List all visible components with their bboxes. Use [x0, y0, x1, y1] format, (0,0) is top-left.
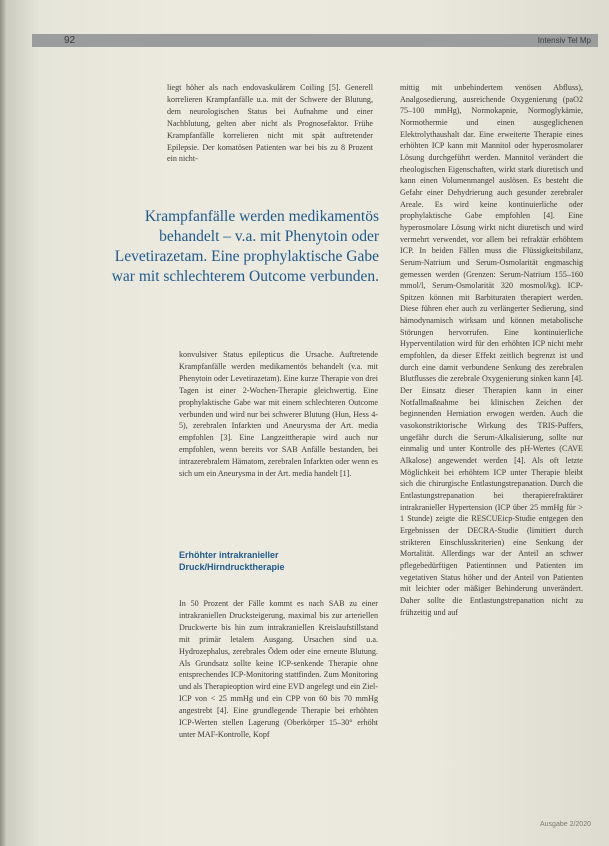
left-column-bottom-text — [179, 598, 378, 741]
page-footer: Ausgabe 2/2020 — [540, 821, 591, 828]
page-number: 92 — [64, 35, 76, 46]
left-column-top-text — [167, 82, 373, 165]
pull-quote: Krampfanfälle werden medikamentös behandelt – v.a. mit Phenytoin oder Levetirazetam. Eine prophylaktische Gabe war mit schlechterem Outcome verbunden. — [111, 208, 379, 285]
header-bar — [32, 34, 598, 47]
paragraph: In 50 Prozent der Fälle kommt es nach SAB zu einer intrakraniellen Drucksteigerung, maximal bis zur arteriellen Druckwerte bis hin zum intrakraniellen Kreislaufstillstand mit primär letalem Ausgang. Ursachen sind u.a. Hydrozephalus, zerebrales Ödem oder eine erneute Blutung. Als Grundsatz sollte keine ICP-senkende Therapie ohne entsprechendes ICP-Monitoring stattfinden. Zum Monitoring und als Therapieoption wird eine EVD angelegt und ein Ziel-ICP von < 25 mmHg und ein CPP von 60 bis 70 mmHg angestrebt [4]. Eine grundlegende Therapie bei erhöhten ICP-Werten stellen Lagerung (Oberkörper 15–30° erhöht unter MAF-Kontrolle, Kopf — [179, 599, 378, 739]
page-spine-shadow — [0, 0, 6, 846]
left-column-middle-text — [179, 349, 378, 480]
section-heading: Erhöhter intrakranieller Druck/Hirndrucktherapie — [179, 550, 285, 572]
right-column-text — [400, 82, 583, 618]
journal-name: Intensiv Tel Mp — [537, 36, 591, 45]
paragraph: mittig mit unbehindertem venösen Abfluss), Analgosedierung, ausreichende Oxygenierung (paO2 75–100 mmHg), Normokapnie, Normoglykämie, Normothermie und einen ausgeglichenen Elektrolythaushalt dar. Eine erweiterte Therapie eines erhöhten ICP kann mit Mannitol oder hyperosmolarer Lösung durchgeführt werden. Mannitol verändert die rheologischen Eigenschaften, wirkt stark diuretisch und kann einen Volumenmangel auslösen. Es besteht die Gefahr einer Dehydrierung auch gesunder zerebraler Areale. Es wird keine kontinuierliche oder prophylaktische Gabe empfohlen [4]. Eine hyperosmolare Lösung wirkt nicht diuretisch und wird vermehrt verwendet, vor allem bei refraktär erhöhtem ICP. In beiden Fällen muss die Flüssigkeitsbilanz, Serum-Natrium und Serum-Osmolarität engmaschig gemessen werden (Grenzen: Serum-Natrium 155–160 mmol/l, Serum-Osmolarität 320 mosmol/kg). ICP-Spitzen können mit Barbituraten therapiert werden. Diese führen eher auch zu verlängerter Sedierung, sind hämodynamisch wirksam und können metabolische Störungen hervorrufen. Eine kontinuierliche Hyperventilation wird für den erhöhten ICP nicht mehr empfohlen, da dieser Effekt zeitlich begrenzt ist und durch eine damit verbundene Senkung des zerebralen Blutflusses die zerebrale Oxygenierung sinken kann [4]. Der Einsatz dieser Therapien kann in einer Notfallmaßnahme bei klinischen Zeichen der beginnenden Herniation erwogen werden. Auch die vasokonstriktorische Wirkung des TRIS-Puffers, ungefähr durch die Serum-Alkalisierung, sollte nur einmalig und unter Kontrolle des pH-Wertes (CAVE Alkalose) angewendet werden [4]. Als oft letzte Möglichkeit bei erhöhtem ICP unter Therapie bleibt sich die chirurgische Entlastungstrepanation. Durch die Entlastungstrepanation bei therapierefraktärer intrakranieller Hypertension (ICP über 25 mmHg für > 1 Stunde) zeigte die RESCUEicp-Studie entgegen den Ergebnissen der DECRA-Studie (limitiert durch strikteren Einschlusskriterien) eine Senkung der Mortalität. Allerdings war der Anteil an schwer pflegebedürftigen Patientinnen und Patienten im vegetativen Status höher und der Anteil von Patienten mit leichter oder mäßiger Behinderung unverändert. Daher sollte die Entlastungstrepanation nicht zu frühzeitig und auf — [400, 83, 583, 617]
paragraph: liegt höher als nach endovaskulärem Coiling [5]. Generell korrelieren Krampfanfälle u.a. mit der Schwere der Blutung, dem neurologischen Status bei Aufnahme und einer Nachblutung, gelten aber nicht als Prognosefaktor. Frühe Krampfanfälle korrelieren nicht mit spät auftretender Epilepsie. Der komatösen Patienten war bei bis zu 8 Prozent ein nicht- — [167, 83, 373, 164]
paragraph: konvulsiver Status epilepticus die Ursache. Auftretende Krampfanfälle werden medikamentös behandelt (v.a. mit Phenytoin oder Levetirazetam). Eine kurze Therapie von drei Tagen ist einer 2-Wochen-Therapie gleichwertig. Eine prophylaktische Gabe war mit einem schlechteren Outcome verbunden und wird nur bei schwerer Blutung (Hun, Hess 4-5), zerebralen Infarkten und Aneurysma der Art. media empfohlen [3]. Eine Langzeittherapie wird auch nur empfohlen, wenn bereits vor SAB Anfälle bestanden, bei intrazerebralem Hämatom, zerebralen Infarkten oder wenn es sich um ein Aneurysma in der Art. media handelt [1]. — [179, 350, 378, 479]
